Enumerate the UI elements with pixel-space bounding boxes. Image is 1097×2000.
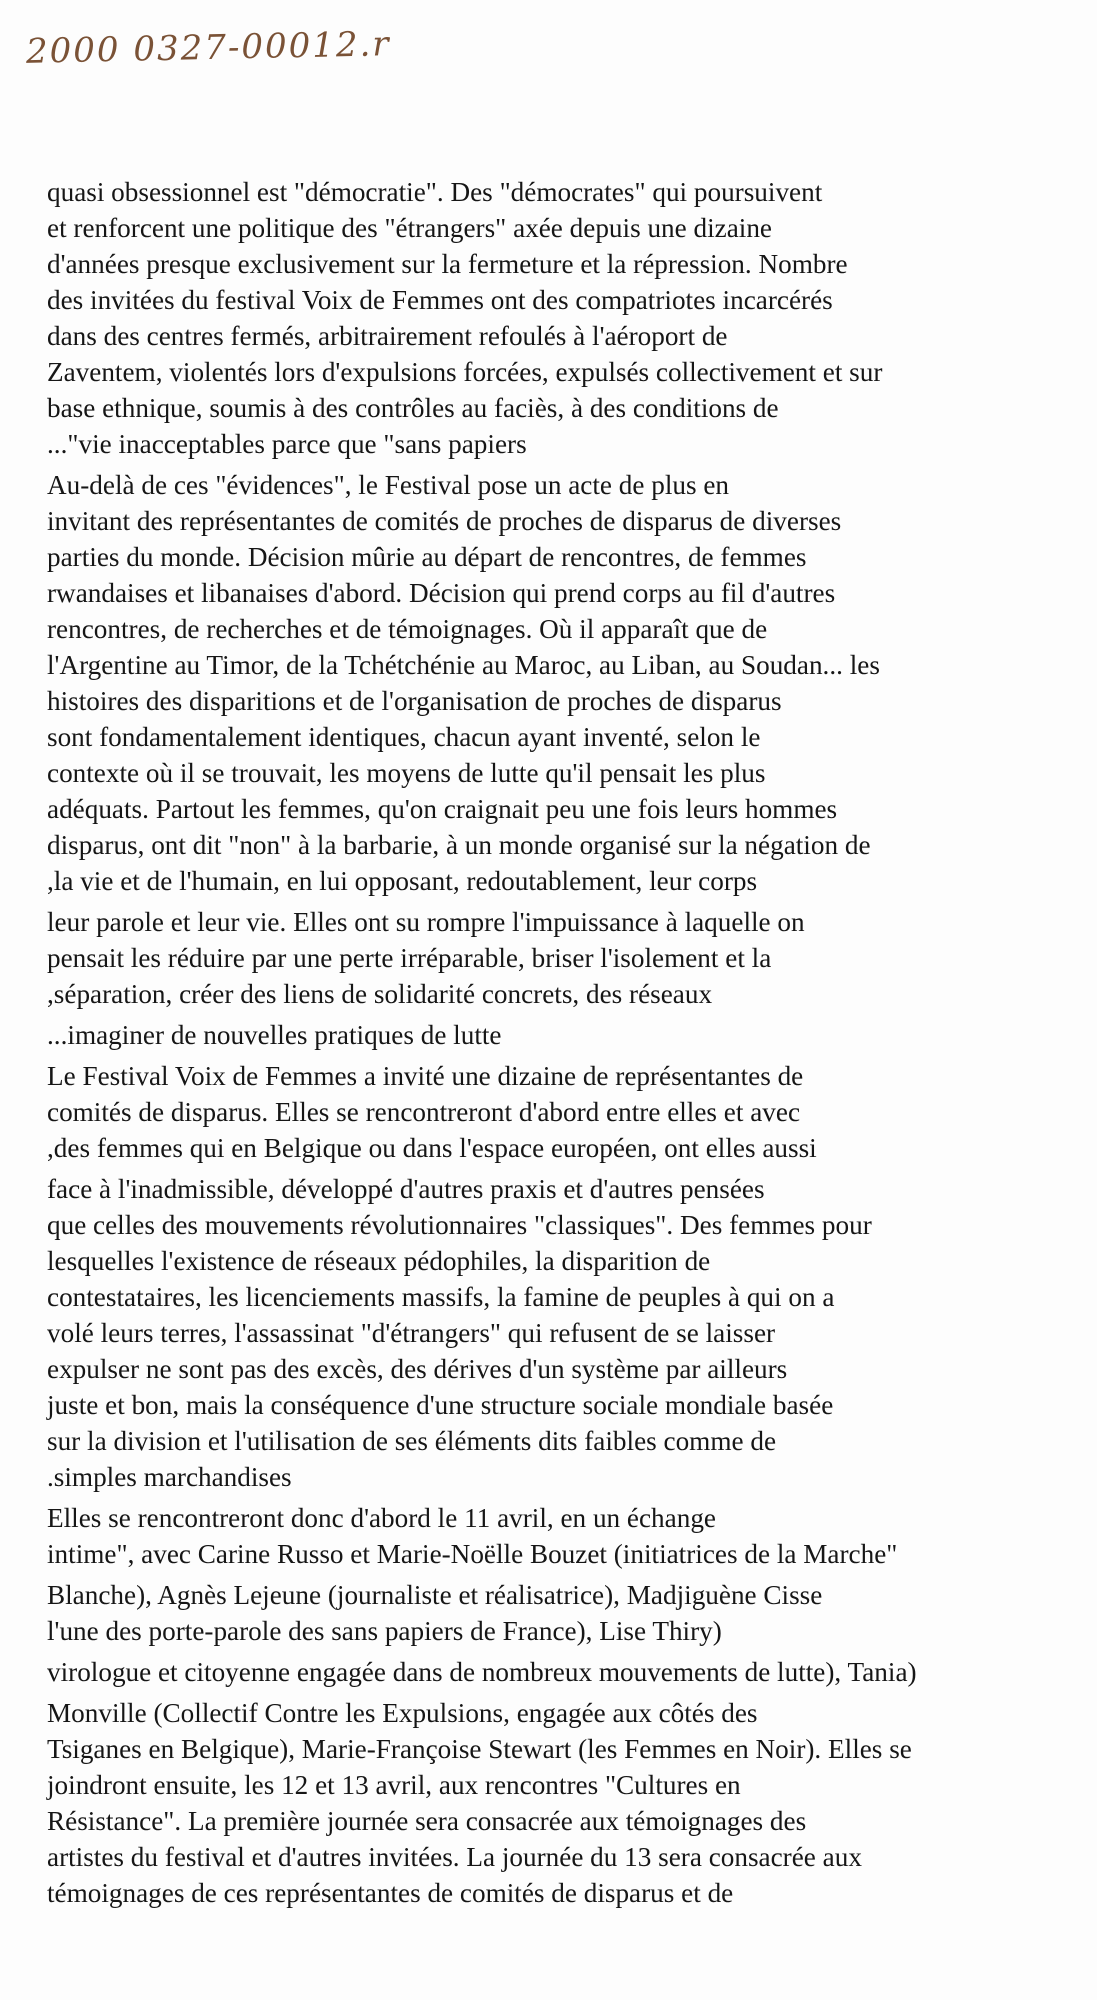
body-line: intime", avec Carine Russo et Marie-Noëlle Bouzet (initiatrices de la Marche": [47, 1539, 898, 1569]
body-line: expulser ne sont pas des excès, des dérives d'un système par ailleurs: [47, 1354, 788, 1384]
body-line: sur la division et l'utilisation de ses éléments dits faibles comme de: [47, 1426, 777, 1456]
body-line: face à l'inadmissible, développé d'autres praxis et d'autres pensées: [47, 1174, 765, 1204]
body-line: contexte où il se trouvait, les moyens de lutte qu'il pensait les plus: [47, 758, 766, 788]
body-line: rwandaises et libanaises d'abord. Décision qui prend corps au fil d'autres: [47, 578, 836, 608]
body-line: contestataires, les licenciements massifs, la famine de peuples à qui on a: [47, 1282, 835, 1312]
body-line: Elles se rencontreront donc d'abord le 11 avril, en un échange: [47, 1503, 716, 1533]
body-line: des invitées du festival Voix de Femmes ont des compatriotes incarcérés: [47, 285, 833, 315]
body-line: que celles des mouvements révolutionnaires "classiques". Des femmes pour: [47, 1210, 872, 1240]
body-line: l'une des porte-parole des sans papiers de France), Lise Thiry): [47, 1616, 722, 1646]
body-line: l'Argentine au Timor, de la Tchétchénie au Maroc, au Liban, au Soudan... les: [47, 650, 880, 680]
body-line: .simples marchandises: [47, 1462, 292, 1492]
body-line: pensait les réduire par une perte irréparable, briser l'isolement et la: [47, 943, 772, 973]
body-line: Tsiganes en Belgique), Marie-Françoise Stewart (les Femmes en Noir). Elles se: [47, 1734, 912, 1764]
body-line: dans des centres fermés, arbitrairement refoulés à l'aéroport de: [47, 321, 728, 351]
body-line: virologue et citoyenne engagée dans de nombreux mouvements de lutte), Tania): [47, 1657, 917, 1687]
body-line: histoires des disparitions et de l'organisation de proches de disparus: [47, 686, 782, 716]
body-line: invitant des représentantes de comités de proches de disparus de diverses: [47, 506, 842, 536]
body-line: adéquats. Partout les femmes, qu'on craignait peu une fois leurs hommes: [47, 794, 838, 824]
body-line: témoignages de ces représentantes de comités de disparus et de: [47, 1878, 734, 1908]
body-line: joindront ensuite, les 12 et 13 avril, aux rencontres "Cultures en: [47, 1770, 741, 1800]
body-line: ,des femmes qui en Belgique ou dans l'espace européen, ont elles aussi: [47, 1133, 817, 1163]
body-line: Blanche), Agnès Lejeune (journaliste et réalisatrice), Madjiguène Cisse: [47, 1580, 823, 1610]
body-line: Au-delà de ces "évidences", le Festival pose un acte de plus en: [47, 470, 730, 500]
body-line: artistes du festival et d'autres invitées. La journée du 13 sera consacrée aux: [47, 1842, 862, 1872]
body-line: ,la vie et de l'humain, en lui opposant, redoutablement, leur corps: [47, 866, 758, 896]
body-line: base ethnique, soumis à des contrôles au faciès, à des conditions de: [47, 393, 779, 423]
body-line: ..."vie inacceptables parce que "sans papiers: [47, 429, 527, 459]
body-line: Monville (Collectif Contre les Expulsions, engagée aux côtés des: [47, 1698, 758, 1728]
body-line: comités de disparus. Elles se rencontreront d'abord entre elles et avec: [47, 1097, 801, 1127]
body-line: sont fondamentalement identiques, chacun ayant inventé, selon le: [47, 722, 761, 752]
body-line: quasi obsessionnel est "démocratie". Des "démocrates" qui poursuivent: [47, 177, 823, 207]
body-line: Résistance". La première journée sera consacrée aux témoignages des: [47, 1806, 807, 1836]
body-line: Zaventem, violentés lors d'expulsions forcées, expulsés collectivement et sur: [47, 357, 883, 387]
body-line: rencontres, de recherches et de témoignages. Où il apparaît que de: [47, 614, 768, 644]
body-line: Le Festival Voix de Femmes a invité une dizaine de représentantes de: [47, 1061, 804, 1091]
body-line: ,séparation, créer des liens de solidarité concrets, des réseaux: [47, 979, 713, 1009]
body-line: parties du monde. Décision mûrie au départ de rencontres, de femmes: [47, 542, 807, 572]
body-line: ...imaginer de nouvelles pratiques de lutte: [47, 1020, 502, 1050]
body-line: lesquelles l'existence de réseaux pédophiles, la disparition de: [47, 1246, 711, 1276]
article-body: [47, 174, 1057, 1911]
body-line: et renforcent une politique des "étrangers" axée depuis une dizaine: [47, 213, 772, 243]
body-line: leur parole et leur vie. Elles ont su rompre l'impuissance à laquelle on: [47, 907, 805, 937]
body-line: d'années presque exclusivement sur la fermeture et la répression. Nombre: [47, 249, 848, 279]
handwritten-reference-number: 2000 0327-00012.r: [25, 24, 391, 72]
body-line: volé leurs terres, l'assassinat "d'étrangers" qui refusent de se laisser: [47, 1318, 776, 1348]
body-line: disparus, ont dit "non" à la barbarie, à un monde organisé sur la négation de: [47, 830, 871, 860]
body-line: juste et bon, mais la conséquence d'une structure sociale mondiale basée: [47, 1390, 834, 1420]
